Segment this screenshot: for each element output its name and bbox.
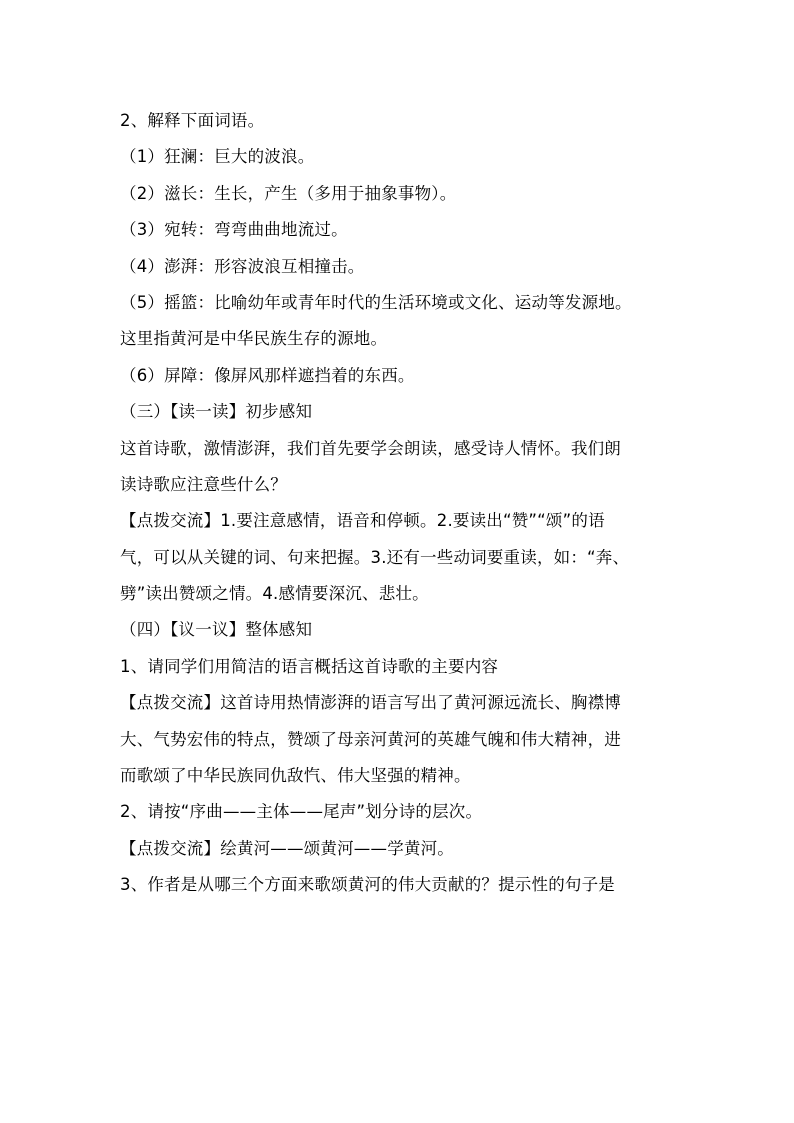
tips-summary-3: 而歌颂了中华民族同仇敌忾、伟大坚强的精神。 bbox=[120, 766, 471, 786]
tips-structure: 【点拨交流】绘黄河——颂黄河——学黄河。 bbox=[120, 838, 454, 858]
paragraph-reading-2: 读诗歌应注意些什么？ bbox=[120, 474, 287, 494]
section-3-heading: （三）【读一读】初步感知 bbox=[120, 402, 313, 422]
definition-5: （5）摇篮：比喻幼年或青年时代的生活环境或文化、运动等发源地。 bbox=[120, 292, 632, 312]
tips-reading-2: 气，可以从关键的词、句来把握。3.还有一些动词要重读，如：“奔、 bbox=[120, 547, 630, 567]
question-3: 3、作者是从哪三个方面来歌颂黄河的伟大贡献的？提示性的句子是 bbox=[120, 875, 615, 895]
tips-reading-1: 【点拨交流】1.要注意感情，语音和停顿。2.要读出“赞”“颂”的语 bbox=[120, 511, 605, 531]
document-body bbox=[120, 103, 680, 904]
section-4-heading: （四）【议一议】整体感知 bbox=[120, 620, 313, 640]
definition-6: （6）屏障：像屏风那样遮挡着的东西。 bbox=[120, 365, 415, 385]
question-2-heading: 2、解释下面词语。 bbox=[120, 111, 265, 130]
tips-reading-3: 劈”读出赞颂之情。4.感情要深沉、悲壮。 bbox=[120, 584, 429, 604]
definition-4: （4）澎湃：形容波浪互相撞击。 bbox=[120, 256, 365, 276]
paragraph-reading-1: 这首诗歌，激情澎湃，我们首先要学会朗读，感受诗人情怀。我们朗 bbox=[120, 438, 621, 458]
question-2: 2、请按“序曲——主体——尾声”划分诗的层次。 bbox=[120, 802, 483, 822]
definition-5-continued: 这里指黄河是中华民族生存的源地。 bbox=[120, 329, 388, 349]
definition-2: （2）滋长：生长，产生（多用于抽象事物）。 bbox=[120, 183, 457, 203]
tips-summary-1: 【点拨交流】这首诗用热情澎湃的语言写出了黄河源远流长、胸襟博 bbox=[120, 693, 621, 713]
tips-summary-2: 大、气势宏伟的特点，赞颂了母亲河黄河的英雄气魄和伟大精神，进 bbox=[120, 729, 621, 749]
definition-1: （1）狂澜：巨大的波浪。 bbox=[120, 147, 315, 167]
definition-3: （3）宛转：弯弯曲曲地流过。 bbox=[120, 220, 348, 240]
question-1: 1、请同学们用简洁的语言概括这首诗歌的主要内容 bbox=[120, 656, 499, 676]
